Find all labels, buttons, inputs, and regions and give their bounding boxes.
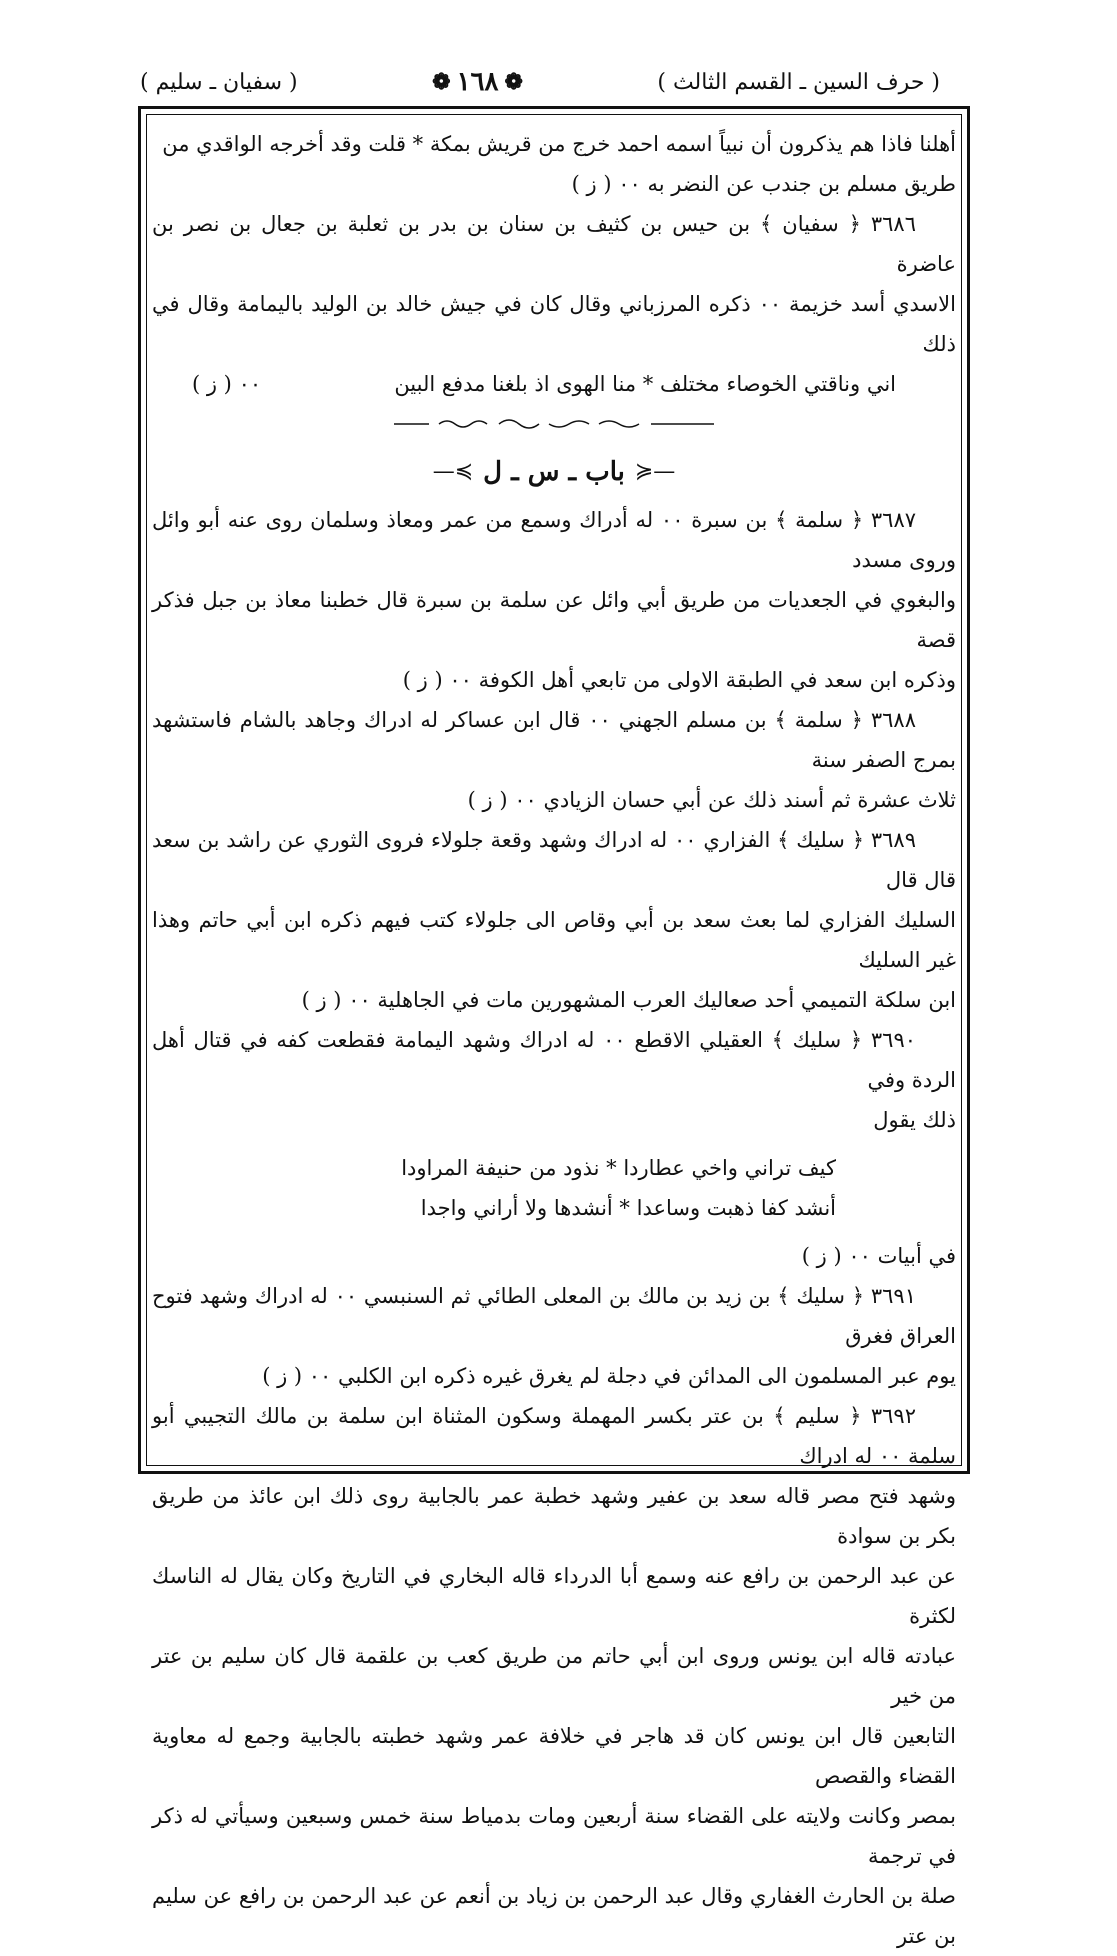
running-header [140, 60, 940, 104]
text-line: طريق مسلم بن جندب عن النضر به ٠٠ ( ز ) [571, 172, 956, 196]
poem-line: أنشد كفا ذهبت وساعدا * أنشدها ولا أراني واجدا [420, 1196, 836, 1220]
flourish-icon: —≼ [634, 459, 676, 484]
chapter-title: باب ـ س ـ ل [483, 457, 625, 487]
text-line: الاسدي أسد خزيمة ٠٠ ذكره المرزباني وقال كان في جيش خالد بن الوليد باليمامة وقال في ذلك [152, 292, 956, 356]
entry-3690: ٣٦٩٠ ﴿ سليك ﴾ العقيلي الاقطع ٠٠ له ادراك وشهد اليمامة فقطعت كفه في قتال أهل الردة وفي [152, 1028, 956, 1092]
page-body [152, 124, 956, 1948]
text-line: ابن سلكة التميمي أحد صعاليك العرب المشهورين مات في الجاهلية ٠٠ ( ز ) [301, 988, 956, 1012]
verse-line [152, 364, 956, 404]
flourish-icon: ≽— [432, 459, 474, 484]
page-number: ١٦٨ [456, 67, 499, 97]
text-line: عبادته قاله ابن يونس وروى ابن أبي حاتم من طريق كعب بن علقمة قال كان سليم بن عتر من خير [152, 1644, 956, 1708]
entry-3688: ٣٦٨٨ ﴿ سلمة ﴾ بن مسلم الجهني ٠٠ قال ابن عساكر له ادراك وجاهد بالشام فاستشهد بمرج الصفر سنة [152, 708, 956, 772]
text-line: في أبيات ٠٠ ( ز ) [801, 1244, 956, 1268]
entry-3689: ٣٦٨٩ ﴿ سليك ﴾ الفزاري ٠٠ له ادراك وشهد وقعة جلولاء فروى الثوري عن راشد بن سعد قال قال [152, 828, 956, 892]
section-divider [152, 404, 956, 444]
source-tag: ٠٠ ( ز ) [192, 372, 262, 396]
ornament-icon: ❁ [504, 69, 523, 95]
poem-line: كيف تراني واخي عطاردا * نذود من حنيفة المراودا [401, 1156, 836, 1180]
page-number-block [432, 67, 523, 97]
text-line: التابعين قال ابن يونس كان قد هاجر في خلافة عمر وشهد خطبته بالجابية وجمع له معاوية القضاء والقصص [152, 1724, 956, 1788]
text-line: والبغوي في الجعديات من طريق أبي وائل عن سلمة بن سبرة قال خطبنا معاذ بن جبل فذكر قصة [152, 588, 956, 652]
header-right-label: ( حرف السين ـ القسم الثالث ) [657, 69, 940, 95]
text-line: ذلك يقول [873, 1108, 956, 1132]
text-line: وشهد فتح مصر قاله سعد بن عفير وشهد خطبة عمر بالجابية روى ذلك ابن عائذ من طريق بكر بن سوادة [152, 1484, 956, 1548]
wavy-rule-icon [389, 416, 719, 432]
text-line: أهلنا فاذا هم يذكرون أن نبياً اسمه احمد خرج من قريش بمكة * قلت وقد أخرجه الواقدي من [162, 132, 956, 156]
chapter-heading [152, 444, 956, 500]
text-line: السليك الفزاري لما بعث سعد بن أبي وقاص الى جلولاء كتب فيهم ذكره ابن أبي حاتم وهذا غير السليك [152, 908, 956, 972]
entry-3686: ٣٦٨٦ ﴿ سفيان ﴾ بن حيس بن كثيف بن سنان بن بدر بن ثعلبة بن جعال بن نصر بن عاضرة [152, 212, 956, 276]
header-left-label: ( سفيان ـ سليم ) [140, 69, 298, 95]
text-line: عن عبد الرحمن بن رافع عنه وسمع أبا الدرداء قاله البخاري في التاريخ وكان يقال له الناسك لكثرة [152, 1564, 956, 1628]
text-line: يوم عبر المسلمون الى المدائن في دجلة لم يغرق غيره ذكره ابن الكلبي ٠٠ ( ز ) [262, 1364, 956, 1388]
poem-block [152, 1148, 956, 1228]
verse-text: اني وناقتي الخوصاء مختلف * منا الهوى اذ بلغنا مدفع البين [394, 372, 896, 396]
text-line: وذكره ابن سعد في الطبقة الاولى من تابعي أهل الكوفة ٠٠ ( ز ) [402, 668, 956, 692]
entry-3692: ٣٦٩٢ ﴿ سليم ﴾ بن عتر بكسر المهملة وسكون المثناة ابن سلمة بن مالك التجيبي أبو سلمة ٠٠ له ادراك [152, 1404, 956, 1468]
ornament-icon: ❁ [432, 69, 451, 95]
text-line: صلة بن الحارث الغفاري وقال عبد الرحمن بن زياد بن أنعم عن عبد الرحمن بن رافع عن سليم بن عتر [152, 1884, 956, 1948]
text-line: ثلاث عشرة ثم أسند ذلك عن أبي حسان الزيادي ٠٠ ( ز ) [467, 788, 956, 812]
entry-3691: ٣٦٩١ ﴿ سليك ﴾ بن زيد بن مالك بن المعلى الطائي ثم السنبسي ٠٠ له ادراك وشهد فتوح العراق فغرق [152, 1284, 956, 1348]
text-line: بمصر وكانت ولايته على القضاء سنة أربعين ومات بدمياط سنة خمس وسبعين وسيأتي له ذكر في ترجمة [152, 1804, 956, 1868]
entry-3687: ٣٦٨٧ ﴿ سلمة ﴾ بن سبرة ٠٠ له أدراك وسمع من عمر ومعاذ وسلمان روى عنه أبو وائل وروى مسدد [152, 508, 956, 572]
